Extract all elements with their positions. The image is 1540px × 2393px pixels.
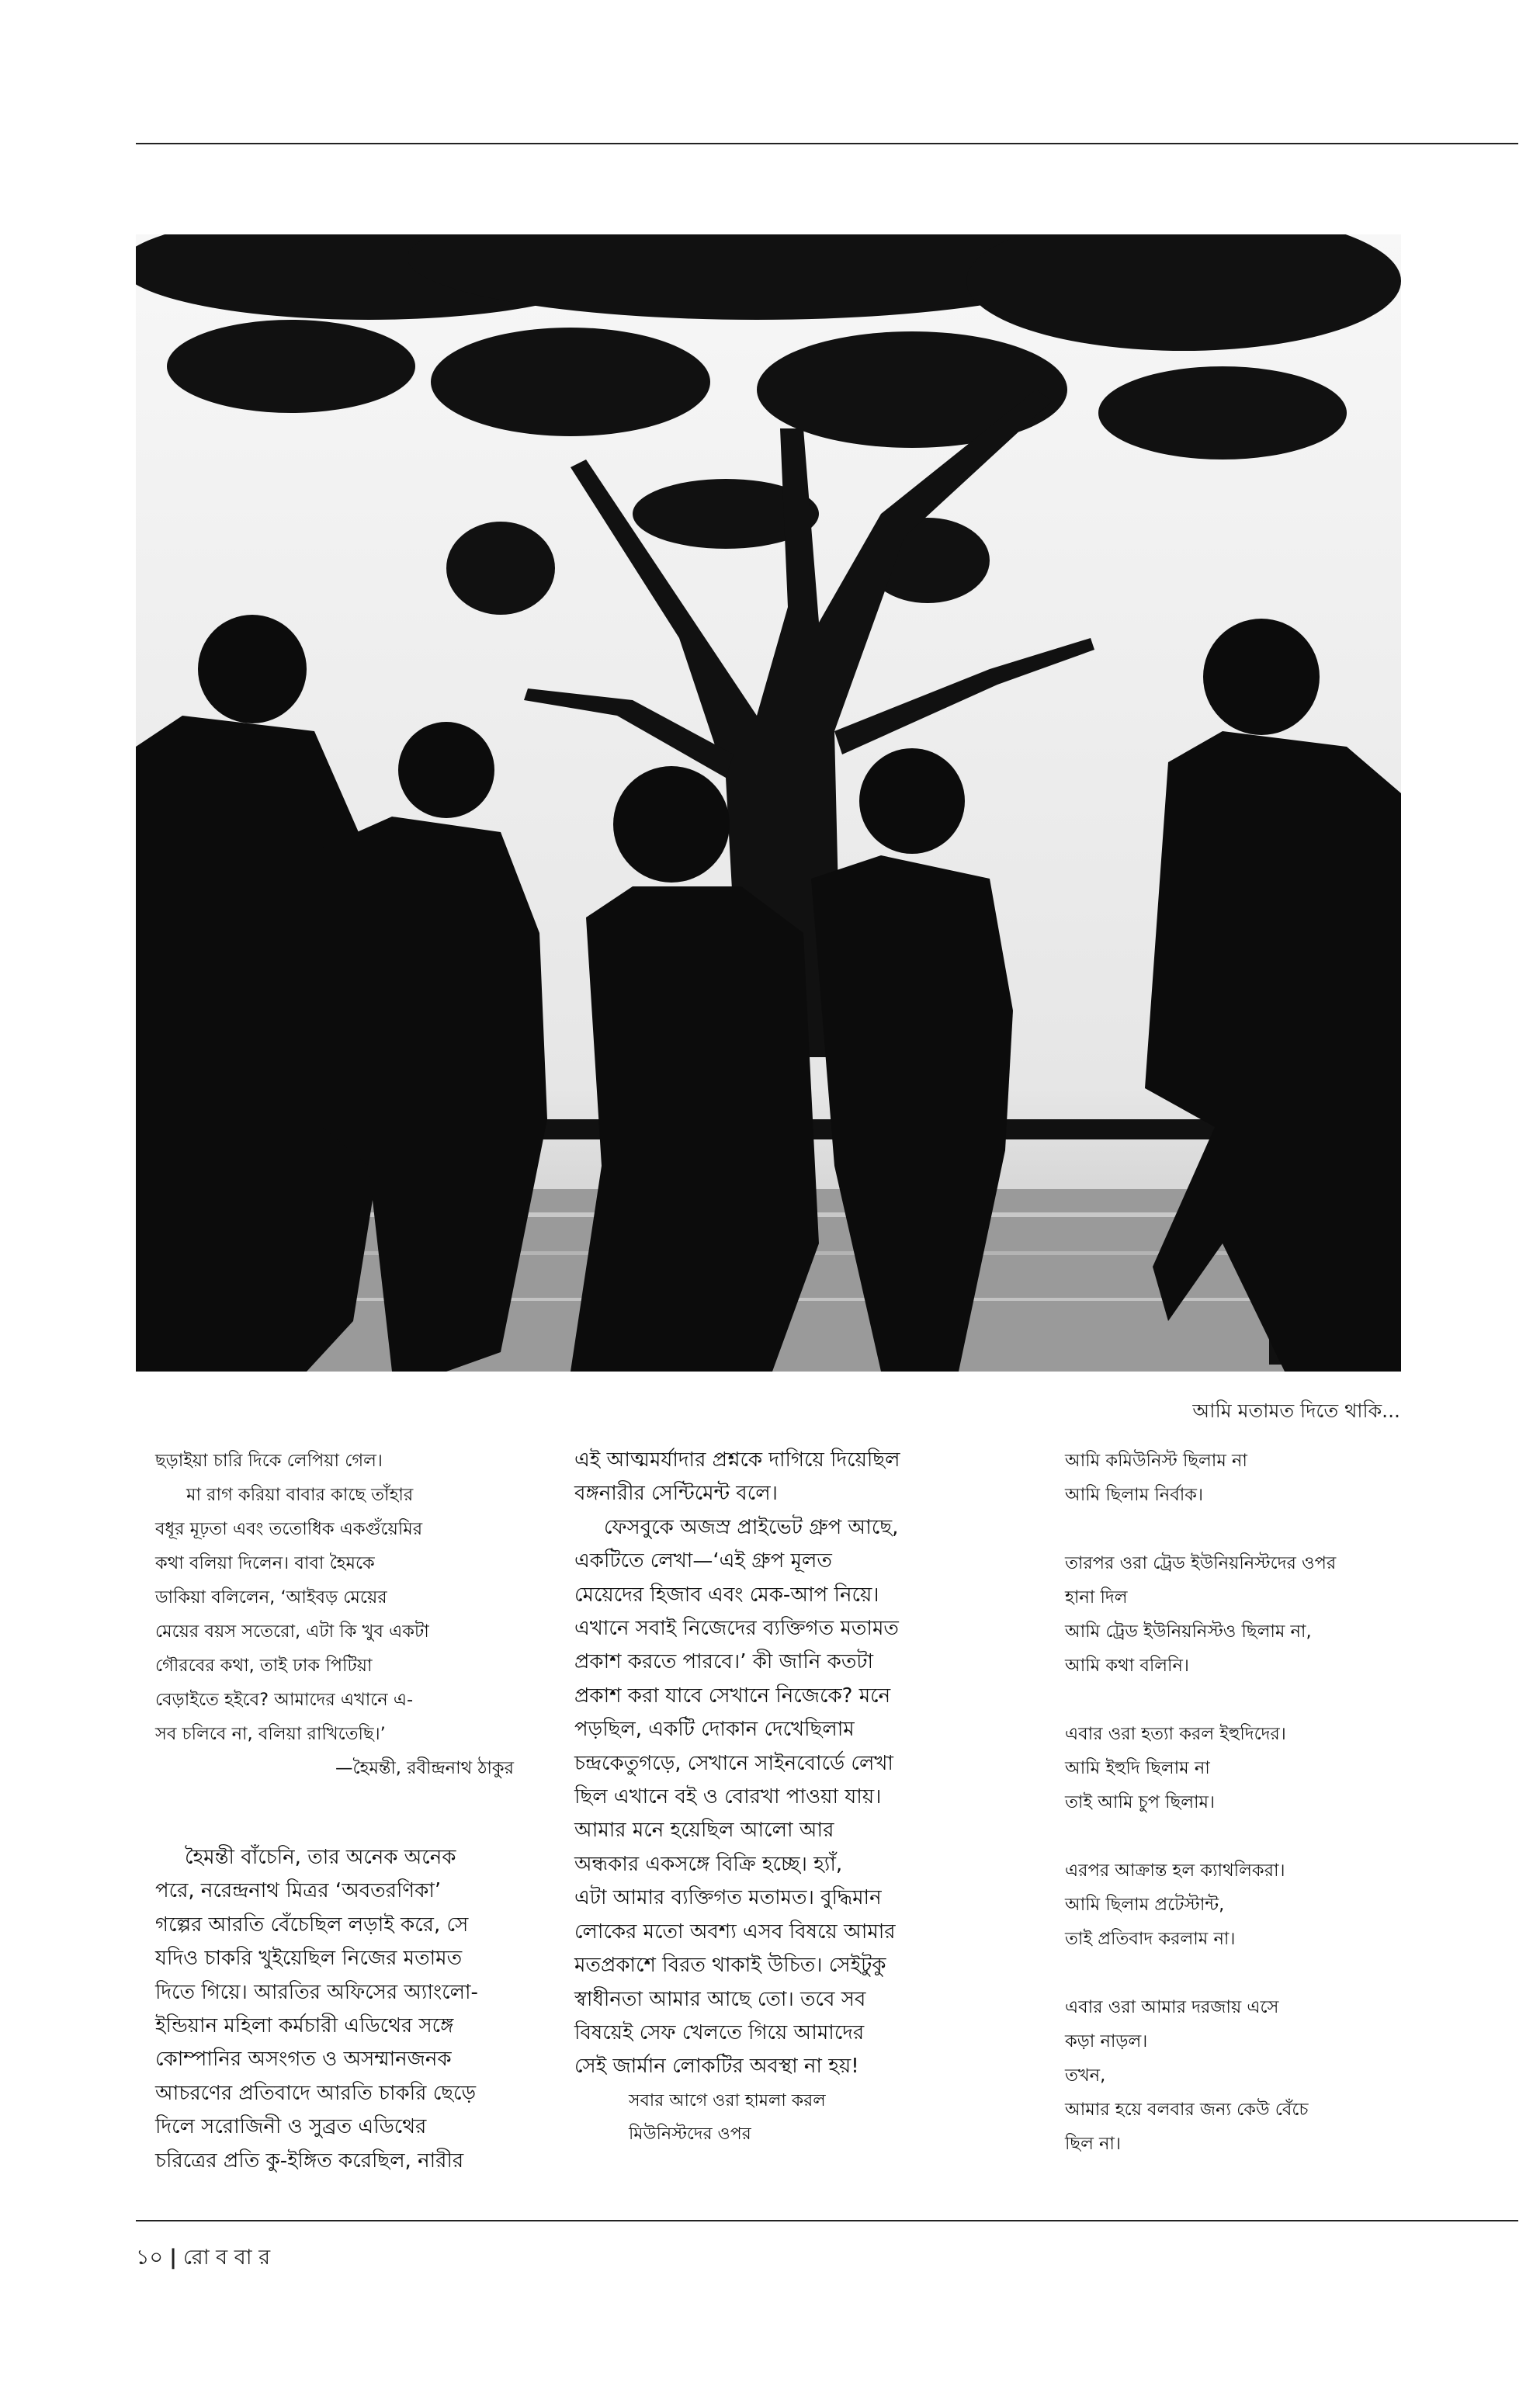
body-line: সেই জার্মান লোকটির অবস্থা না হয়! [574,2055,859,2079]
quote-line: বেড়াইতে হইবে? আমাদের এখানে এ- [155,1690,414,1710]
poem-stanza [1065,1990,1430,2161]
article-body-1 [155,1841,520,2178]
body-line: কোম্পানির অসংগত ও অসম্মানজনক [155,2048,452,2072]
body-line: একটিতে লেখা—‘এই গ্রুপ মূলত [574,1549,832,1573]
poem-line: আমি ছিলাম প্রটেস্টান্ট, [1065,1895,1225,1915]
silhouette-photo-illustration [136,234,1401,1372]
quote-attribution: —হৈমন্তী, রবীন্দ্রনাথ ঠাকুর [335,1758,514,1778]
body-line: দিতে গিয়ে। আরতির অফিসের অ্যাংলো- [155,1980,478,2004]
body-line: আচরণের প্রতিবাদে আরতি চাকরি ছেড়ে [155,2081,477,2105]
photo-caption: আমি মতামত দিতে থাকি... [1192,1399,1400,1422]
poem-start [574,2084,962,2151]
poem-line: তখন, [1065,2065,1106,2086]
epigraph-quote [155,1444,520,1785]
top-rule [136,143,1518,144]
body-line: বিষয়েই সেফ খেলতে গিয়ে আমাদের [574,2020,865,2044]
body-line: এখানে সবাই নিজেদের ব্যক্তিগত মতামত [574,1617,899,1641]
poem-line: তারপর ওরা ট্রেড ইউনিয়নিস্টদের ওপর [1065,1553,1337,1573]
body-line: অন্ধকার একসঙ্গে বিক্রি হচ্ছে। হ্যাঁ, [574,1852,843,1876]
poem-line: আমি ইহুদি ছিলাম না [1065,1758,1210,1778]
poem-line: আমি ট্রেড ইউনিয়নিস্টও ছিলাম না, [1065,1621,1312,1642]
silhouette-photo [136,234,1401,1372]
body-line: প্রকাশ করতে পারবে।’ কী জানি কতটা [574,1650,874,1674]
body-line: পড়ছিল, একটি দোকান দেখেছিলাম [574,1718,855,1742]
poem-stanza [1065,1717,1430,1819]
quote-line: কথা বলিয়া দিলেন। বাবা হৈমকে [155,1553,375,1573]
body-line: চন্দ্রকেতুগড়ে, সেখানে সাইনবোর্ডে লেখা [574,1751,893,1775]
poem-stanza [1065,1854,1430,1956]
body-line: ছিল এখানে বই ও বোরখা পাওয়া যায়। [574,1785,882,1809]
poem-line: তাই প্রতিবাদ করলাম না। [1065,1929,1236,1949]
quote-line: ছড়াইয়া চারি দিকে লেপিয়া গেল। [155,1451,383,1471]
poem-line: আমি কথা বলিনি। [1065,1656,1189,1676]
body-line: চরিত্রের প্রতি কু-ইঙ্গিত করেছিল, নারীর [155,2148,464,2173]
poem-line: আমি ছিলাম নির্বাক। [1065,1485,1204,1505]
poem-line: সবার আগে ওরা হামলা করল [629,2090,826,2110]
body-line: মতপ্রকাশে বিরত থাকাই উচিত। সেইটুকু [574,1954,886,1978]
poem-line: এবার ওরা হত্যা করল ইহুদিদের। [1065,1724,1286,1744]
poem-line: এরপর আক্রান্ত হল ক্যাথলিকরা। [1065,1861,1285,1881]
body-line: বঙ্গনারীর সেন্টিমেন্ট বলে। [574,1482,778,1506]
body-line: ইন্ডিয়ান মহিলা কর্মচারী এডিথের সঙ্গে [155,2014,454,2038]
body-line: ফেসবুকে অজস্র প্রাইভেট গ্রুপ আছে, [604,1515,899,1539]
article-body-2 [574,1444,962,2084]
body-line: গল্পের আরতি বেঁচেছিল লড়াই করে, সে [155,1913,469,1937]
body-line: মেয়েদের হিজাব এবং মেক-আপ নিয়ে। [574,1583,879,1607]
footer-separator: | [169,2246,177,2270]
quote-line: বধূর মূঢ়তা এবং ততোধিক একগুঁয়েমির [155,1519,423,1539]
poem-line: তাই আমি চুপ ছিলাম। [1065,1792,1216,1812]
page-number: ১০ [136,2246,164,2270]
body-line: যদিও চাকরি খুইয়েছিল নিজের মতামত [155,1947,463,1971]
body-line: দিলে সরোজিনী ও সুব্রত এডিথের [155,2115,427,2139]
quote-line: গৌরবের কথা, তাই ঢাক পিটিয়া [155,1656,373,1676]
body-line: এটা আমার ব্যক্তিগত মতামত। বুদ্ধিমান [574,1886,882,1910]
magazine-name: রো ব বা র [182,2246,271,2270]
poem-line: হানা দিল [1065,1587,1128,1607]
poem-line: কড়া নাড়ল। [1065,2031,1148,2051]
poem-line: আমার হয়ে বলবার জন্য কেউ বেঁচে [1065,2100,1309,2120]
quote-line: মা রাগ করিয়া বাবার কাছে তাঁহার [186,1485,414,1505]
body-line: পরে, নরেন্দ্রনাথ মিত্রর ‘অবতরণিকা’ [155,1879,442,1903]
body-line: স্বাধীনতা আমার আছে তো। তবে সব [574,1987,866,2011]
bottom-rule [136,2220,1518,2221]
column-3-poem [1065,1444,1430,2195]
body-line: এই আত্মমর্যাদার প্রশ্নকে দাগিয়ে দিয়েছিল [574,1448,900,1472]
body-line: প্রকাশ করা যাবে সেখানে নিজেকে? মনে [574,1684,891,1708]
poem-stanza [1065,1444,1430,1512]
poem-line: এবার ওরা আমার দরজায় এসে [1065,1997,1279,2017]
body-line: লোকের মতো অবশ্য এসব বিষয়ে আমার [574,1920,896,1944]
page-footer [136,2242,270,2277]
quote-line: মেয়ের বয়স সতেরো, এটা কি খুব একটা [155,1621,429,1642]
quote-line: সব চলিবে না, বলিয়া রাখিতেছি।’ [155,1724,386,1744]
column-2 [574,1444,962,2151]
poem-line: মিউনিস্টদের ওপর [629,2124,751,2144]
poem-line: আমি কমিউনিস্ট ছিলাম না [1065,1451,1247,1471]
quote-line: ডাকিয়া বলিলেন, ‘আইবড় মেয়ের [155,1587,387,1607]
poem-stanza [1065,1546,1430,1683]
body-line: হৈমন্তী বাঁচেনি, তার অনেক অনেক [185,1846,456,1869]
poem-line: ছিল না। [1065,2134,1121,2154]
body-line: আমার মনে হয়েছিল আলো আর [574,1819,834,1843]
column-1 [155,1444,520,2178]
